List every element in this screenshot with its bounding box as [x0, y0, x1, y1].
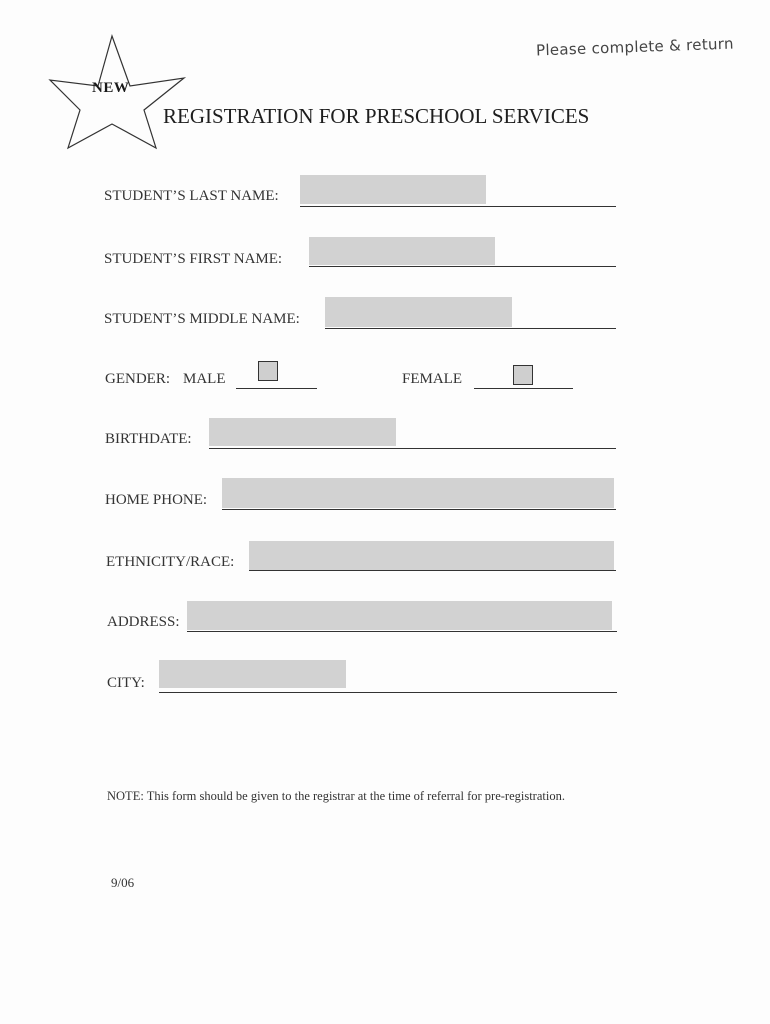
- ethnicity-line: [249, 570, 616, 571]
- home-phone-label: HOME PHONE:: [105, 492, 208, 508]
- birthdate-line: [209, 448, 616, 449]
- form-note: NOTE: This form should be given to the registrar at the time of referral for pre-registration.: [107, 789, 565, 803]
- male-label: MALE: [183, 371, 226, 387]
- male-checkbox[interactable]: [258, 361, 278, 381]
- first-name-line: [309, 266, 616, 267]
- last-name-line: [300, 206, 616, 207]
- address-label: ADDRESS:: [107, 614, 180, 630]
- home-phone-field[interactable]: [222, 478, 614, 508]
- male-line: [236, 388, 317, 389]
- ethnicity-field[interactable]: [249, 541, 614, 570]
- city-line: [159, 692, 617, 693]
- first-name-label: STUDENT’S FIRST NAME:: [104, 251, 283, 267]
- home-phone-line: [222, 509, 616, 510]
- middle-name-line: [325, 328, 616, 329]
- gender-label: GENDER:: [105, 371, 170, 387]
- address-line: [187, 631, 617, 632]
- city-field[interactable]: [159, 660, 346, 688]
- middle-name-label: STUDENT’S MIDDLE NAME:: [104, 311, 300, 327]
- last-name-label: STUDENT’S LAST NAME:: [104, 188, 279, 204]
- city-label: CITY:: [107, 675, 145, 691]
- ethnicity-label: ETHNICITY/RACE:: [106, 554, 235, 570]
- last-name-field[interactable]: [300, 175, 486, 204]
- female-label: FEMALE: [402, 371, 462, 387]
- first-name-field[interactable]: [309, 237, 495, 265]
- new-badge-label: NEW: [92, 80, 130, 96]
- middle-name-field[interactable]: [325, 297, 512, 327]
- handwritten-note: Please complete & return: [535, 34, 735, 60]
- female-line: [474, 388, 573, 389]
- female-checkbox[interactable]: [513, 365, 533, 385]
- address-field[interactable]: [187, 601, 612, 630]
- birthdate-label: BIRTHDATE:: [105, 431, 192, 447]
- birthdate-field[interactable]: [209, 418, 396, 446]
- form-revision-code: 9/06: [111, 875, 135, 890]
- form-title: REGISTRATION FOR PRESCHOOL SERVICES: [163, 104, 590, 128]
